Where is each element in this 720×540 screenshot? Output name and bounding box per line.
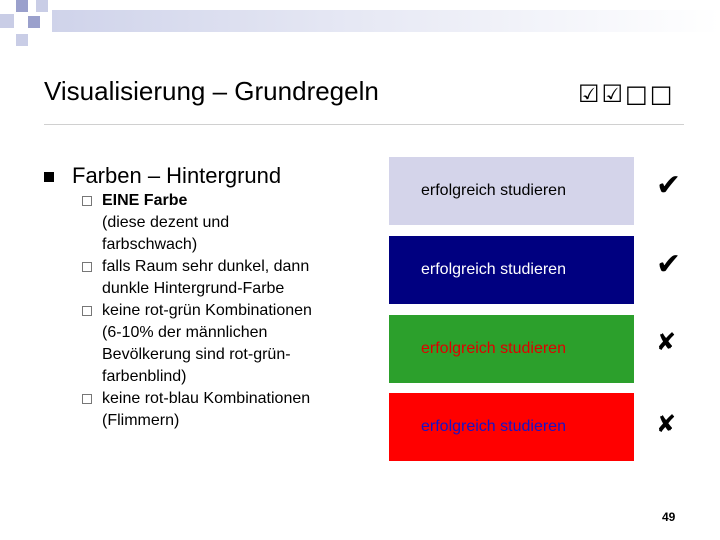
deco-square	[0, 14, 14, 28]
deco-square	[28, 16, 40, 28]
color-example-red-blue	[389, 393, 634, 461]
list-item	[82, 256, 352, 300]
example-label: erfolgreich studieren	[421, 182, 566, 199]
section-heading: Farben – Hintergrund	[72, 163, 282, 188]
hollow-square-bullet-icon	[82, 196, 92, 206]
example-label: erfolgreich studieren	[421, 261, 566, 278]
list-item	[82, 300, 352, 388]
example-label: erfolgreich studieren	[421, 418, 566, 435]
color-example-red-green	[389, 315, 634, 383]
bullet-list	[82, 190, 352, 432]
example-label: erfolgreich studieren	[421, 340, 566, 357]
header-bar	[52, 10, 720, 32]
page-number: 49	[662, 510, 676, 524]
list-item	[82, 190, 352, 256]
deco-square	[36, 0, 48, 12]
deco-square	[16, 34, 28, 46]
title-divider	[44, 124, 684, 125]
deco-square	[16, 0, 28, 12]
list-item-line: farbenblind)	[102, 368, 187, 385]
hollow-square-bullet-icon	[82, 394, 92, 404]
check-mark-icon: ✔	[656, 247, 682, 282]
cross-mark-icon: ✘	[656, 328, 677, 356]
list-item-line: EINE Farbe	[102, 192, 188, 209]
check-mark-icon: ✔	[656, 168, 682, 203]
list-item-line: keine rot-grün Kombinationen	[102, 302, 312, 319]
slide-title: Visualisierung – Grundregeln	[44, 76, 379, 106]
list-item-line: Bevölkerung sind rot-grün-	[102, 346, 291, 363]
checkbox-glyphs: ☑☑□□	[578, 80, 675, 108]
hollow-square-bullet-icon	[82, 262, 92, 272]
list-item-line: (Flimmern)	[102, 412, 180, 429]
list-item-line: (6-10% der männlichen	[102, 324, 268, 341]
color-example-navy	[389, 236, 634, 304]
list-item	[82, 388, 352, 432]
list-item-line: farbschwach)	[102, 236, 198, 253]
hollow-square-bullet-icon	[82, 306, 92, 316]
list-item-line: dunkle Hintergrund-Farbe	[102, 280, 285, 297]
list-item-line: keine rot-blau Kombinationen	[102, 390, 311, 407]
list-item-line: falls Raum sehr dunkel, dann	[102, 258, 310, 275]
list-item-line: (diese dezent und	[102, 214, 230, 231]
square-bullet-icon	[44, 172, 54, 182]
color-example-light	[389, 157, 634, 225]
cross-mark-icon: ✘	[656, 410, 677, 438]
